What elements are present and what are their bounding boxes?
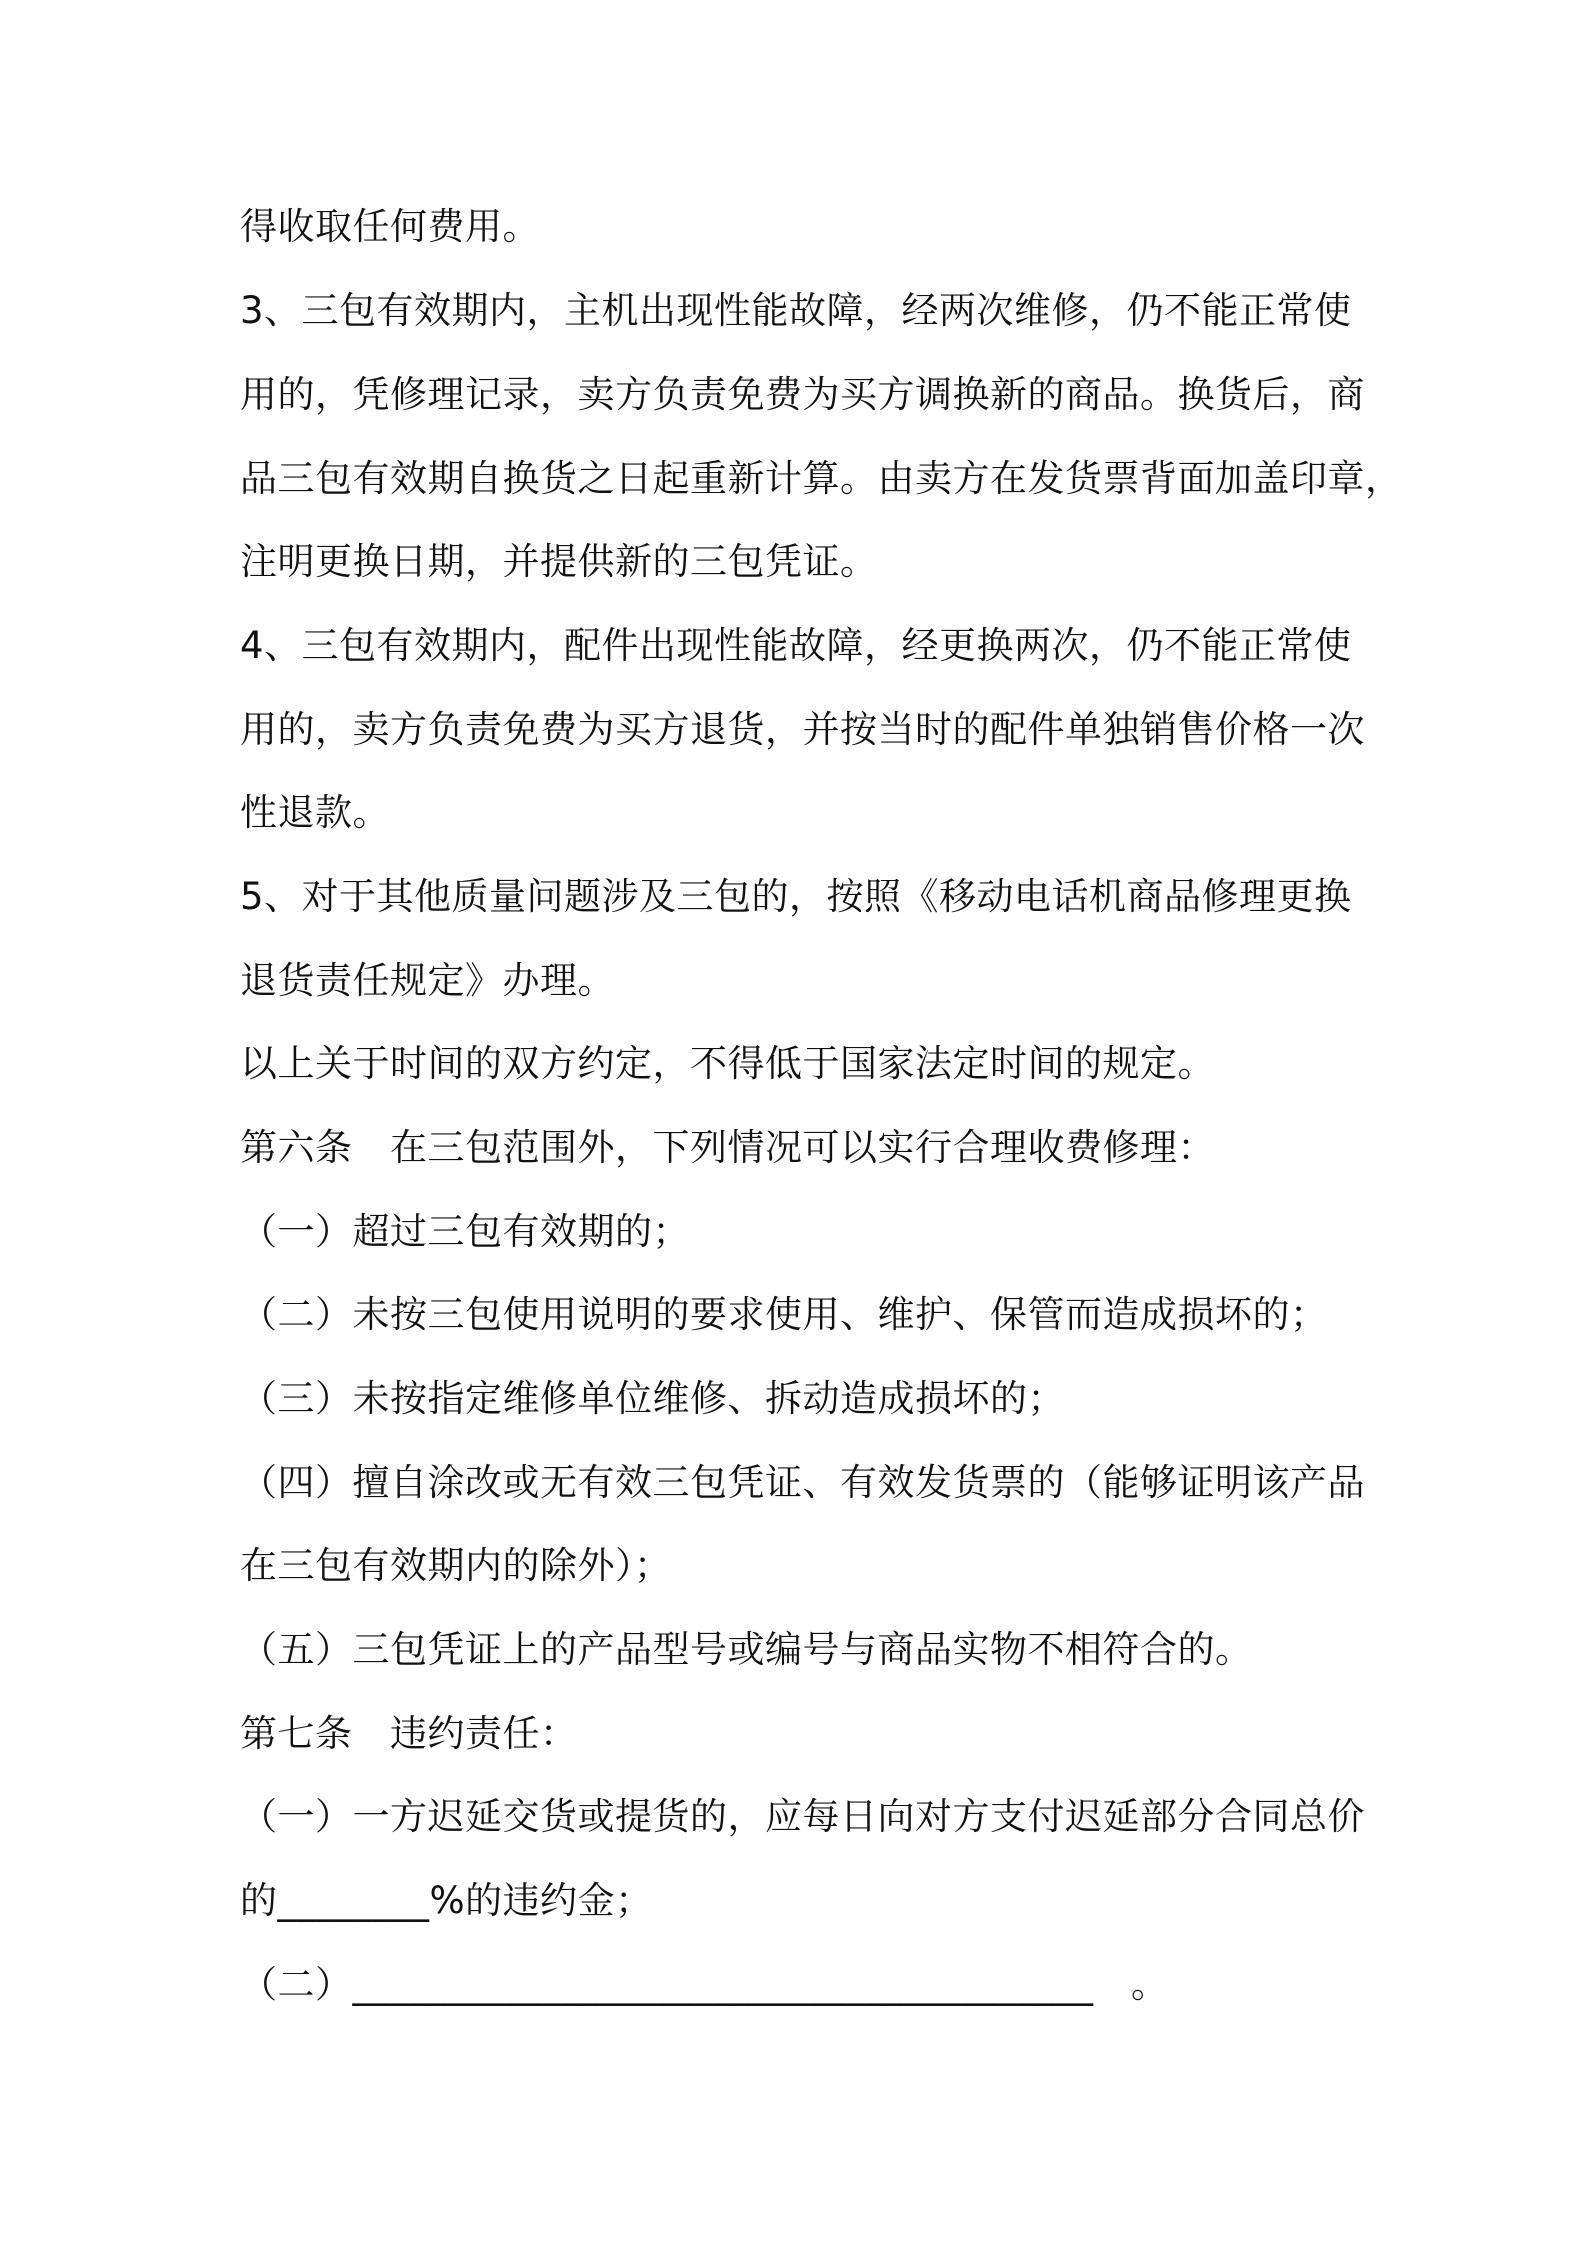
text-line: 5、对于其他质量问题涉及三包的，按照《移动电话机商品修理更换 xyxy=(240,875,1352,918)
text-line: （一）超过三包有效期的； xyxy=(240,1210,690,1253)
text-line: （二）_______________________________________ 。 xyxy=(240,1963,1169,2006)
text-line: 得收取任何费用。 xyxy=(240,205,540,248)
article-heading: 第七条 违约责任： xyxy=(240,1712,578,1755)
text-line: 3、三包有效期内，主机出现性能故障，经两次维修，仍不能正常使 xyxy=(240,289,1352,332)
text-line: 的________%的违约金； xyxy=(240,1879,653,1922)
text-line: 用的，卖方负责免费为买方退货，并按当时的配件单独销售价格一次 xyxy=(240,708,1365,751)
text-line: 在三包有效期内的除外）； xyxy=(240,1544,672,1587)
article-heading: 第六条 在三包范围外，下列情况可以实行合理收费修理： xyxy=(240,1126,1215,1169)
text-line: （四）擅自涂改或无有效三包凭证、有效发货票的（能够证明该产品 xyxy=(240,1461,1365,1504)
text-line: 注明更换日期，并提供新的三包凭证。 xyxy=(240,540,878,583)
text-line: 4、三包有效期内，配件出现性能故障，经更换两次，仍不能正常使 xyxy=(240,624,1352,667)
text-line: 退货责任规定》办理。 xyxy=(240,959,615,1002)
text-line: （三）未按指定维修单位维修、拆动造成损坏的； xyxy=(240,1377,1065,1420)
text-line: 性退款。 xyxy=(240,791,390,834)
text-line: （一）一方迟延交货或提货的，应每日向对方支付迟延部分合同总价 xyxy=(240,1795,1365,1838)
text-line: 用的，凭修理记录，卖方负责免费为买方调换新的商品。换货后，商 xyxy=(240,373,1365,416)
text-line: （五）三包凭证上的产品型号或编号与商品实物不相符合的。 xyxy=(240,1628,1253,1671)
text-line: 以上关于时间的双方约定，不得低于国家法定时间的规定。 xyxy=(240,1042,1215,1085)
text-line: 品三包有效期自换货之日起重新计算。由卖方在发货票背面加盖印章， xyxy=(240,457,1403,500)
text-line: （二）未按三包使用说明的要求使用、维护、保管而造成损坏的； xyxy=(240,1293,1328,1336)
